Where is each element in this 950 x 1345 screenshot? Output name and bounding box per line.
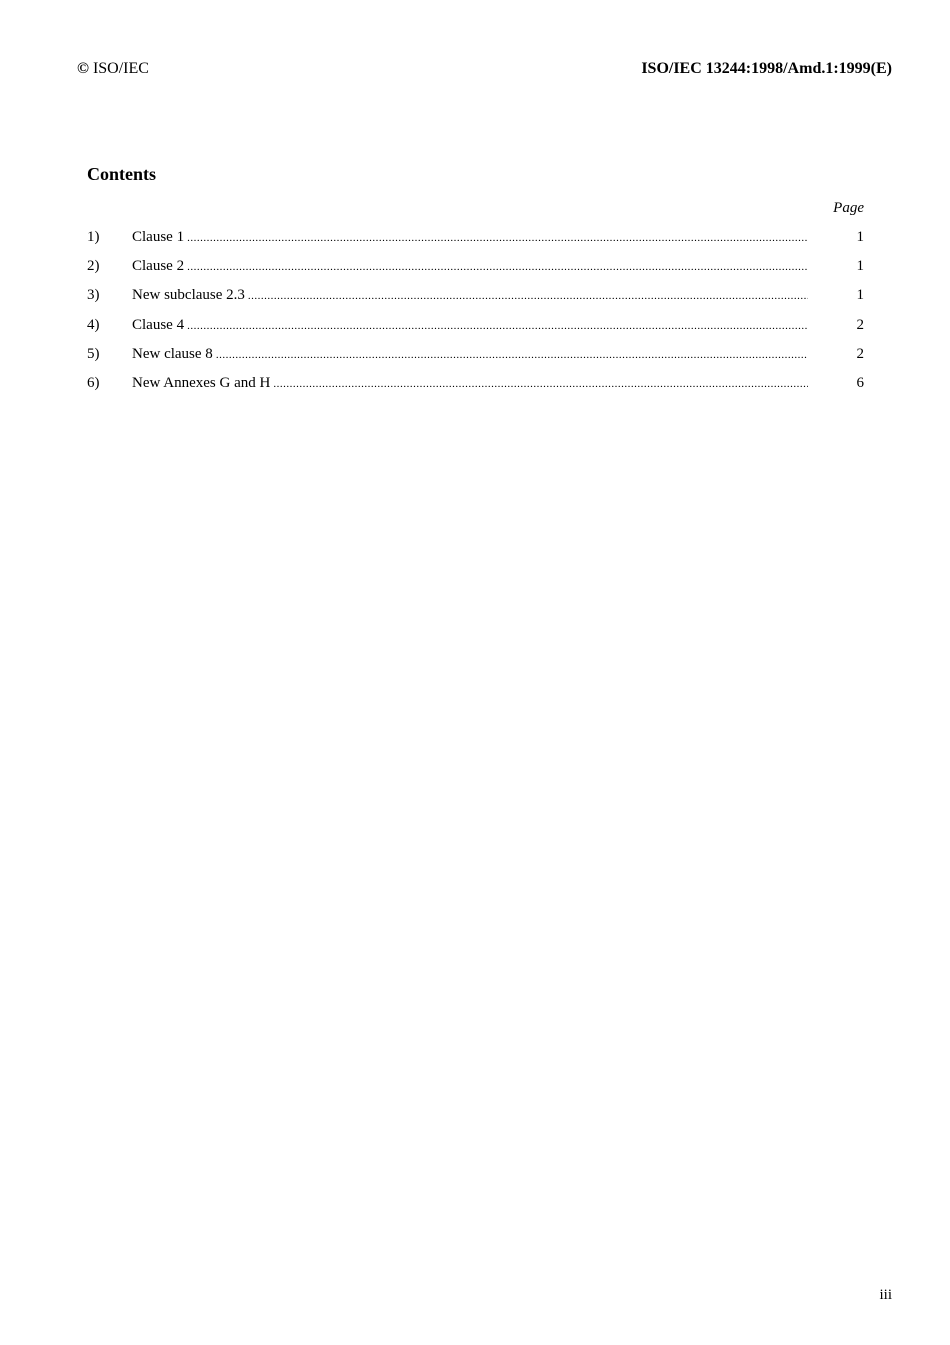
toc-entry-page: 1: [856, 287, 864, 304]
toc-entry-number: 6): [87, 374, 100, 391]
toc-entry-number: 4): [87, 316, 100, 333]
table-of-contents: [87, 228, 864, 403]
toc-entry-number: 5): [87, 345, 100, 362]
toc-entry-title[interactable]: Clause 2: [132, 258, 185, 275]
toc-entry-number: 1): [87, 229, 100, 245]
toc-entry[interactable]: [87, 316, 864, 345]
header-copyright: [77, 59, 149, 79]
toc-entry-title[interactable]: New clause 8: [132, 345, 213, 362]
toc-entry-page: 1: [856, 258, 864, 275]
header-document-id: ISO/IEC 13244:1998/Amd.1:1999(E): [641, 60, 892, 77]
toc-entry-number: 3): [87, 287, 100, 304]
toc-entry-title[interactable]: Clause 1: [132, 229, 185, 245]
toc-entry[interactable]: [87, 345, 864, 374]
page-column-label: Page: [833, 200, 864, 216]
toc-dot-leader: [273, 375, 808, 393]
toc-entry-page: 1: [856, 229, 864, 245]
toc-entry-title[interactable]: Clause 4: [132, 316, 185, 333]
toc-entry-page: 2: [856, 316, 864, 333]
toc-entry[interactable]: [87, 228, 864, 257]
toc-entry-title[interactable]: New Annexes G and H: [132, 374, 271, 391]
toc-entry-page: 2: [856, 345, 864, 362]
toc-entry-page: 6: [856, 374, 864, 391]
toc-dot-leader: [187, 317, 808, 335]
toc-entry[interactable]: [87, 374, 864, 403]
toc-entry-title[interactable]: New subclause 2.3: [132, 287, 245, 304]
toc-dot-leader: [187, 258, 808, 276]
contents-title: Contents: [87, 164, 157, 184]
header-organization: ISO/IEC: [92, 60, 149, 77]
copyright-symbol: ©: [77, 60, 89, 77]
toc-entry[interactable]: [87, 257, 864, 286]
toc-dot-leader: [248, 287, 808, 305]
toc-dot-leader: [187, 229, 808, 247]
toc-dot-leader: [216, 346, 808, 364]
toc-entry[interactable]: [87, 286, 864, 315]
footer-page-number: iii: [879, 1287, 892, 1303]
toc-entry-number: 2): [87, 258, 100, 275]
